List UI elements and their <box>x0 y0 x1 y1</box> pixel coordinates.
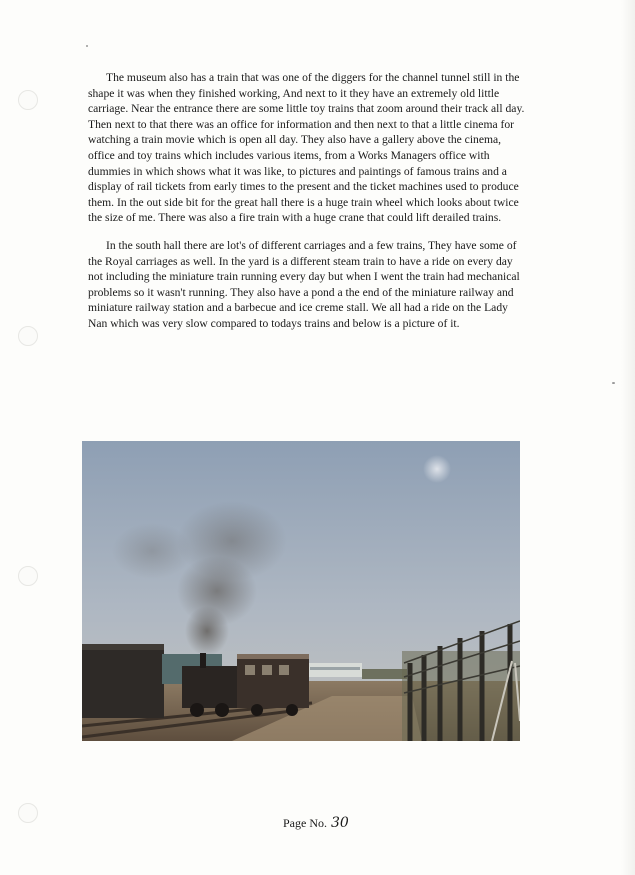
carriage-window <box>279 665 289 675</box>
body-text <box>88 70 528 344</box>
locomotive <box>182 666 242 708</box>
distant-building-stripe <box>310 667 360 670</box>
sun-glare <box>423 455 451 483</box>
train-photo-illustration <box>82 441 520 741</box>
wheel <box>190 703 204 717</box>
page-number-value: 30 <box>331 815 349 831</box>
scan-speck <box>86 45 88 47</box>
page-number-label: Page No. <box>283 816 327 830</box>
wheel <box>251 704 263 716</box>
goods-wagon <box>82 648 164 718</box>
carriage-window <box>245 665 255 675</box>
smoke <box>112 523 192 579</box>
wheel <box>286 704 298 716</box>
distant-trees <box>362 669 407 679</box>
carriage-window <box>262 665 272 675</box>
wagon-roof <box>82 644 164 650</box>
paragraph: In the south hall there are lot's of different carriages and a few trains, They have some of the Royal carriages as well. In the yard is a different steam train to have a ride on every day not including the miniature train running every day but when I went the train had mechanical problems so it wasn't running. They also have a pond a the end of the miniature railway and miniature railway station and a barbecue and ice creme stall. We all had a ride on the Lady Nan which was very slow compared to todays trains and below is a picture of it. <box>88 238 520 330</box>
punch-hole <box>18 90 38 110</box>
punch-hole <box>18 566 38 586</box>
page-edge <box>621 0 635 875</box>
punch-hole <box>18 803 38 823</box>
chimney <box>200 653 206 668</box>
train-photo <box>82 441 520 741</box>
punch-hole <box>18 326 38 346</box>
page-number <box>283 815 349 831</box>
carriage-roof <box>237 654 309 659</box>
scan-speck <box>612 382 615 384</box>
paragraph: The museum also has a train that was one of the diggers for the channel tunnel still in the shape it was when they finished working, And next to it they have an extremely old little carriage. Near the entrance there are some little toy trains that zoom around their track all day. Then next to that there was an office for information and then next to that a little cinema for watching a train movie which is open all day. They also have a gallery above the cinema, office and toy trains which includes various items, from a Works Managers office with dummies in which shows what it was like, to pictures and paintings of famous trains and a display of rail tickets from early times to the present and the ticket machines used to produce them. In the out side bit for the great hall there is a huge train wheel which looks about twice the size of me. There was also a fire train with a huge crane that could lift derailed trains. <box>88 71 525 225</box>
wheel <box>215 703 229 717</box>
carriage <box>237 656 309 708</box>
smoke <box>185 606 229 656</box>
